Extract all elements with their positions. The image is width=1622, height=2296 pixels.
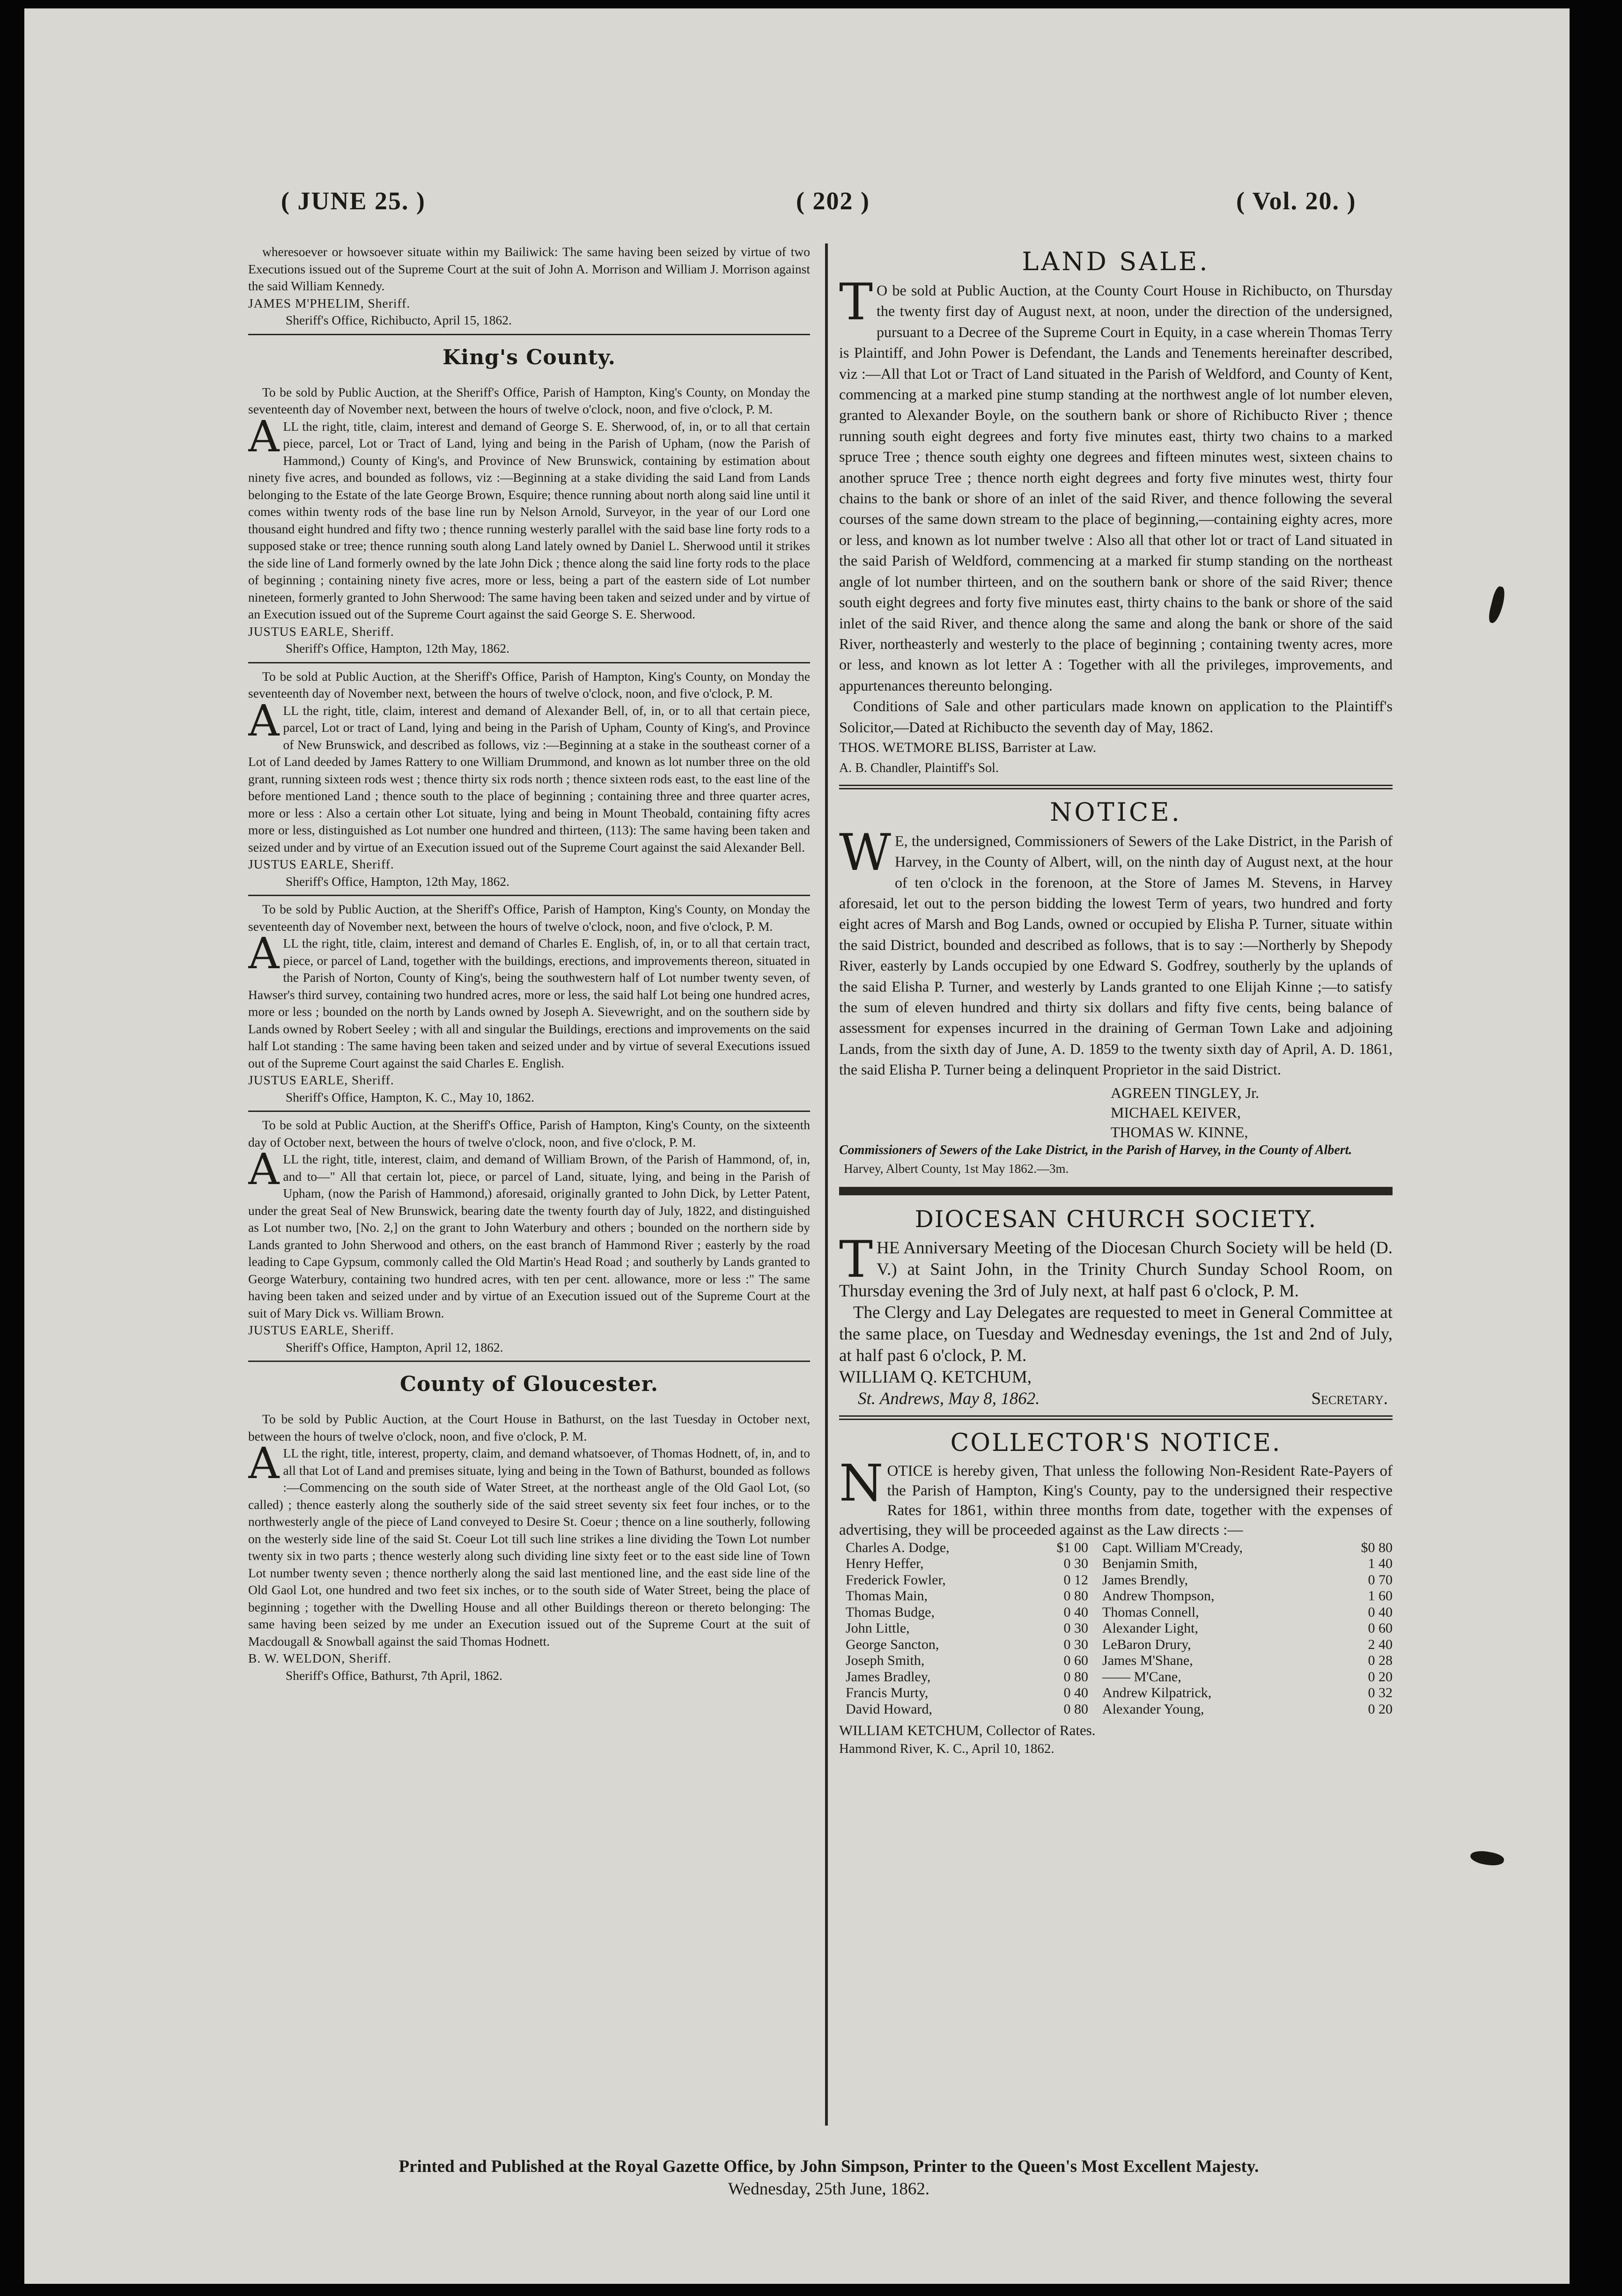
collector-dated: Hammond River, K. C., April 10, 1862. [839, 1741, 1054, 1757]
rate-amount: 1 60 [1368, 1588, 1393, 1604]
notice-office: Sheriff's Office, Hampton, 12th May, 1862. [286, 641, 509, 655]
ratepayer-name: Charles A. Dodge, [846, 1539, 950, 1555]
rate-row [839, 1604, 1393, 1621]
top-notice-office: Sheriff's Office, Richibucto, April 15, 1862. [286, 313, 512, 327]
collector-heading: COLLECTOR'S NOTICE. [950, 1428, 1282, 1457]
signers-block [839, 1083, 1393, 1142]
rate-amount: 0 70 [1368, 1572, 1393, 1588]
rate-row [839, 1685, 1393, 1701]
notice-body: ALL the right, title, interest, property, claim, and demand whatsoever, of Thomas Hodnett, of, in, and to all that Lot of Land and premises situate, lying and being in the Town of Bathurst, bounded as follows :—Commencing on the south side of Water Street, at the northeast angle of the Old Gaol Lot, (so called) ; thence easterly along the southerly side of the said street seventy six feet four inches, or to the northwesterly angle of the piece of Land conveyed to Desire St. Coeur ; thence on a line southerly, following on the westerly side line of the said St. Coeur Lot till such line strikes a line dividing the Town Lot number twenty six in two parts ; thence westerly along such dividing line sixty feet or to the east side line of Town Lot number twenty seven ; thence northerly along the said last mentioned line, and the east side line of the Old Gaol Lot, one hundred and two feet six inches, or to the south side of Water Street, being the place of beginning ; together with the Dwelling House and all other Buildings thereon or thereto belonging: The same having been seized by me under an Execution issued out of the Supreme Court at the suit of Macdougall & Snowball against the said Thomas Hodnett. [248, 1438, 810, 1648]
notice-heading: NOTICE. [1050, 797, 1182, 827]
divider [248, 662, 810, 663]
top-notice-signature: JAMES M'PHELIM, Sheriff. [248, 295, 411, 310]
rate-row [839, 1540, 1393, 1556]
rate-amount: $0 80 [1361, 1539, 1393, 1555]
rate-amount: 0 40 [1368, 1604, 1393, 1620]
rate-amount: 0 80 [1063, 1588, 1089, 1604]
notice-intro: To be sold at Public Auction, at the Sheriff's Office, Parish of Hampton, King's County, on Monday the seventeenth day of November next, between the hours of twelve o'clock, noon, and five o'clock, P. M. [248, 669, 810, 700]
land-sale-heading: LAND SALE. [1022, 247, 1210, 276]
footer-printer-line: Printed and Published at the Royal Gazette Office, by John Simpson, Printer to the Queen's Most Excellent Majesty. [398, 2157, 1259, 2176]
notice-signature: JUSTUS EARLE, Sheriff. [248, 857, 394, 871]
land-sale-body: TO be sold at Public Auction, at the County Court House in Richibucto, on Thursday the twenty first day of August next, at noon, under the direction of the undersigned, pursuant to a Decree of the Supreme Court in Equity, in a case wherein Thomas Terry is Plaintiff, and John Power is Defendant, the Lands and Tenements hereinafter described, viz :—All that Lot or Tract of Land situated in the Parish of Weldford, and County of Kent, commencing at a marked pine stump standing at the northwest angle of lot number eleven, granted to Alexander Boyle, on the southern bank or shore of Richibucto River ; thence running south eight degrees and forty five minutes east, thirty two chains to a marked spruce Tree ; thence south eighty one degrees and fifteen minutes west, sixteen chains to another spruce Tree ; thence north eight degrees and forty five minutes west, thirty four chains to the bank or shore of an inlet of the said River, and thence following the several courses of the same down stream to the place of beginning,—containing eighty acres, more or less, and known as lot number twelve : Also all that other lot or tract of Land situated in the said Parish of Weldford, commencing at a marked fir stump standing on the northeast angle of lot number thirteen, and on the southern bank or shore of the said River; thence south eight degrees and forty five minutes east, thirty chains to the bank or shore of the said inlet of the said River, and thence along the same and along the bank or shore of the said River, northeasterly and westerly to the place of beginning ; containing twenty acres, more or less, and known as lot letter A : Together with all the privileges, improvements, and appurtenances thereunto belonging. [839, 273, 1393, 694]
ratepayer-name: —— M'Cane, [1102, 1669, 1181, 1685]
notice-signature: JUSTUS EARLE, Sheriff. [248, 1323, 394, 1337]
ratepayer-name: Andrew Kilpatrick, [1102, 1685, 1212, 1701]
rate-row [839, 1637, 1393, 1653]
rate-row [839, 1653, 1393, 1669]
land-sale-solicitor: A. B. Chandler, Plaintiff's Sol. [839, 761, 999, 776]
notice-signature: JUSTUS EARLE, Sheriff. [248, 624, 394, 639]
notice-office: Sheriff's Office, Bathurst, 7th April, 1862. [286, 1668, 502, 1683]
rate-amount: 0 30 [1063, 1636, 1089, 1652]
header-volume: ( Vol. 20. ) [1236, 187, 1357, 215]
footer-date-line: Wednesday, 25th June, 1862. [728, 2179, 930, 2199]
notice-office: Sheriff's Office, Hampton, April 12, 1862. [286, 1339, 503, 1354]
ratepayer-name: John Little, [846, 1620, 910, 1636]
notice-body: ALL the right, title, claim, interest and demand of Alexander Bell, of, in, or to all that certain piece, parcel, Lot or tract of Land, lying and being in the Parish of Upham, County of King's, and Province of New Brunswick, and described as follows, viz :—Beginning at a stake in the southeast corner of a Lot of Land deeded by James Rattery to one William Drummond, and known as lot number three on the old grant, running sixteen rods west ; thence thirty six rods north ; thence sixteen rods east, to the east line of the before mentioned Land ; thence south to the place of beginning ; containing three and three quarter acres, more or less : Also a certain other Lot situate, lying and being in Mount Theobald, containing fifty acres more or less, distinguished as Lot number one hundred and thirteen, (113): The same having been taken and seized under and by virtue of an Execution issued out of the Supreme Court against the said Alexander Bell. [248, 695, 810, 854]
rate-row [839, 1588, 1393, 1604]
rate-amount: 0 80 [1063, 1669, 1089, 1685]
rate-row [839, 1701, 1393, 1718]
notice-body: ALL the right, title, claim, interest and demand of Charles E. English, of, in, or to all that certain tract, piece, or parcel of Land, together with the buildings, erections, and improvements thereon, situated in the Parish of Norton, County of King's, being the southwestern half of Lot number twenty seven, of Hawser's third survey, containing two hundred acres, more or less, the said half Lot being one hundred acres, more or less ; bounded on the north by Lands owned by Joseph A. Sievewright, and on the southern side by Lands owned by Robert Seeley ; with all and singular the Buildings, erections and improvements on the said half Lot standing : The same having been taken and seized under and by virtue of several Executions issued out of the Supreme Court against the said Charles E. English. [248, 928, 810, 1070]
divider [839, 1187, 1393, 1195]
ratepayer-name: Benjamin Smith, [1102, 1556, 1198, 1572]
notice-dated: Harvey, Albert County, 1st May 1862.—3m. [844, 1161, 1069, 1176]
divider [248, 895, 810, 896]
notice-intro: To be sold by Public Auction, at the Sheriff's Office, Parish of Hampton, King's County, on Monday the seventeenth day of November next, between the hours of twelve o'clock, noon, and five o'clock, P. M. [248, 902, 810, 934]
diocesan-body: THE Anniversary Meeting of the Diocesan Church Society will be held (D. V.) at Saint John, in the Trinity Church Sunday School Room, on Thursday evening the 3rd of July next, at half past 6 o'clock, P. M. [839, 1230, 1393, 1301]
ratepayer-name: Frederick Fowler, [846, 1572, 946, 1588]
notice-intro: To be sold at Public Auction, at the Sheriff's Office, Parish of Hampton, King's County, on the sixteenth day of October next, between the hours of twelve o'clock, noon, and five o'clock, P. M. [248, 1118, 810, 1149]
divider [839, 785, 1393, 789]
rate-row [839, 1556, 1393, 1572]
divider [839, 1415, 1393, 1420]
ratepayer-name: Andrew Thompson, [1102, 1588, 1215, 1604]
rate-amount: 0 80 [1063, 1701, 1089, 1717]
rate-row [839, 1620, 1393, 1637]
rate-amount: 0 30 [1063, 1620, 1089, 1636]
rate-row [839, 1669, 1393, 1685]
notice-body: ALL the right, title, interest, claim, and demand of William Brown, of the Parish of Hammond, of, in, and to—" All that certain lot, piece, or parcel of Land, situate, lying, and being in the Parish of Upham, (now the Parish of Hammond,) aforesaid, originally granted to John Dick, by Letter Patent, under the great Seal of New Brunswick, bearing date the twenty fourth day of July, 1822, and distinguished as Lot number two, [No. 2,] on the grant to John Waterbury and others ; bounded on the northern side by Lands granted to John Sherwood and others, on the east branch of Hammond River ; easterly by the road leading to Cape Gypsum, commonly called the Old Martin's Head Road ; and southerly by Lands granted to George Waterbury, containing two hundred acres, with ten per cent. allowance, more or less :" The same having been taken and seized under and by virtue of an Execution issued out of the Supreme Court at the suit of Mary Dick vs. William Brown. [248, 1144, 810, 1320]
land-sale-conditions: Conditions of Sale and other particulars made known on application to the Plaintiff's Solicitor,—Dated at Richibucto the seventh day of May, 1862. [839, 698, 1393, 736]
rate-amount: $1 00 [1056, 1539, 1089, 1555]
ratepayer-name: Thomas Main, [846, 1588, 928, 1604]
diocesan-sign-line [839, 1388, 1393, 1410]
notice-intro: To be sold by Public Auction, at the Sheriff's Office, Parish of Hampton, King's County, on Monday the seventeenth day of November next, between the hours of twelve o'clock, noon, and five o'clock, P. M. [248, 384, 810, 416]
signer-name: AGREEN TINGLEY, Jr. [1111, 1084, 1260, 1101]
divider [248, 1361, 810, 1362]
ratepayer-name: LeBaron Drury, [1102, 1636, 1191, 1652]
collector-body: NOTICE is hereby given, That unless the following Non-Resident Rate-Payers of the Parish of Hampton, King's County, pay to the undersigned their respective Rates for 1861, within three months from date, together with the expenses of advertising, they will be proceeded against as the Law directs :— [839, 1454, 1393, 1538]
rate-amount: 0 12 [1063, 1572, 1089, 1588]
header-page-number: ( 202 ) [796, 187, 870, 215]
footer [262, 2156, 1395, 2200]
rate-amount: 0 40 [1063, 1685, 1089, 1701]
land-sale-signature: THOS. WETMORE BLISS, Barrister at Law. [839, 739, 1097, 755]
signer-name: MICHAEL KEIVER, [1111, 1104, 1241, 1121]
rate-amount: 0 40 [1063, 1604, 1089, 1620]
ratepayer-name: Alexander Light, [1102, 1620, 1198, 1636]
notice-signature: JUSTUS EARLE, Sheriff. [248, 1073, 394, 1087]
ratepayer-name: Joseph Smith, [846, 1653, 925, 1669]
rates-table [839, 1540, 1393, 1718]
left-column [248, 243, 810, 2116]
header-date: ( JUNE 25. ) [281, 187, 426, 215]
ratepayer-name: Thomas Connell, [1102, 1604, 1199, 1620]
ratepayer-name: James M'Shane, [1102, 1653, 1193, 1669]
ratepayer-name: David Howard, [846, 1701, 932, 1717]
notice-office: Sheriff's Office, Hampton, K. C., May 10, 1862. [286, 1089, 534, 1104]
rate-amount: 0 60 [1063, 1653, 1089, 1669]
notice-signature: B. W. WELDON, Sheriff. [248, 1651, 391, 1665]
ratepayer-name: Francis Murty, [846, 1685, 929, 1701]
top-notice-text: wheresoever or howsoever situate within my Bailiwick: The same having been seized by virtue of two Executions issued out of the Supreme Court at the suit of John A. Morrison and William J. Morrison against the said William Kennedy. [248, 244, 810, 293]
diocesan-signer: WILLIAM Q. KETCHUM, [839, 1367, 1032, 1387]
ratepayer-name: James Bradley, [846, 1669, 931, 1685]
ratepayer-name: Alexander Young, [1102, 1701, 1204, 1717]
ratepayer-name: Thomas Budge, [846, 1604, 935, 1620]
rate-amount: 0 30 [1063, 1556, 1089, 1572]
diocesan-body-2: The Clergy and Lay Delegates are requested to meet in General Committee at the same place, on Tuesday and Wednesday evenings, the 1st and 2nd of July, at half past 6 o'clock, P. M. [839, 1303, 1393, 1365]
diocesan-place-date: St. Andrews, May 8, 1862. [858, 1389, 1040, 1408]
ratepayer-name: James Brendly, [1102, 1572, 1188, 1588]
diocesan-secretary: Secretary. [1311, 1389, 1388, 1408]
notice-sewers-body: WE, the undersigned, Commissioners of Sewers of the Lake District, in the Parish of Harvey, in the County of Albert, will, on the ninth day of August next, at the hour of ten o'clock in the forenoon, at the Store of James M. Stevens, in Harvey aforesaid, let out to the person bidding the lowest Term of years, two hundred and forty eight acres of Marsh and Bog Lands, owned or occupied by Elisha P. Turner, situate within the said District, bounded and described as follows, that is to say :—Northerly by Shepody River, easterly by Lands occupied by one Edward S. Godfrey, southerly by the uplands of the said Elisha P. Turner, and westerly by Lands granted to one Elijah Kinne ;—to satisfy the sum of eleven hundred and thirty six dollars and fifty five cents, being balance of assessment for expenses incurred in the draining of German Town Lake and adjoining Lands, from the sixth day of June, A. D. 1859 to the twenty sixth day of April, A. D. 1861, the said Elisha P. Turner being a delinquent Proprietor in the said District. [839, 823, 1393, 1078]
diocesan-heading: DIOCESAN CHURCH SOCIETY. [914, 1205, 1317, 1233]
signer-name: THOMAS W. KINNE, [1111, 1123, 1248, 1141]
divider [248, 1111, 810, 1112]
rate-row [839, 1572, 1393, 1589]
right-column [839, 243, 1393, 2135]
rate-amount: 0 32 [1368, 1685, 1393, 1701]
divider [248, 334, 810, 335]
rate-amount: 0 20 [1368, 1701, 1393, 1717]
ratepayer-name: Henry Heffer, [846, 1556, 924, 1572]
notice-body: ALL the right, title, claim, interest and demand of George S. E. Sherwood, of, in, or to all that certain piece, parcel, Lot or Tract of Land, lying and being in the Parish of Upham, (now the Parish of Hammond,) County of King's, and Province of New Brunswick, containing by estimation about ninety five acres, and bounded as follows, viz :—Beginning at a stake dividing the said Land from Lands belonging to the Estate of the late George Brown, Esquire; thence running about north along said line until it comes within twenty rods of the base line run by Nelson Arnold, Surveyor, in the year of our Lord one thousand eight hundred and fifty two ; thence running westerly parallel with the said base line forty rods to a supposed stake or tree; thence running south along Land lately owned by Daniel L. Sherwood until it strikes the side line of Land formerly owned by the late John Dick ; thence along the said line forty rods to the place of beginning ; containing ninety five acres, more or less, being a part of the eastern side of Lot number nineteen, formerly granted to John Sherwood: The same having been taken and seized under and by virtue of an Execution issued out of the Supreme Court against the said George S. E. Sherwood. [248, 411, 810, 621]
rate-amount: 0 20 [1368, 1669, 1393, 1685]
notice-office: Sheriff's Office, Hampton, 12th May, 1862. [286, 874, 509, 889]
rate-amount: 1 40 [1368, 1556, 1393, 1572]
rate-amount: 0 60 [1368, 1620, 1393, 1636]
rate-amount: 0 28 [1368, 1653, 1393, 1669]
commissioners-title: Commissioners of Sewers of the Lake District, in the Parish of Harvey, in the County of Albert. [839, 1142, 1352, 1157]
ratepayer-name: Capt. William M'Cready, [1102, 1539, 1243, 1555]
notice-intro: To be sold by Public Auction, at the Court House in Bathurst, on the last Tuesday in October next, between the hours of twelve o'clock, noon, and five o'clock, P. M. [248, 1412, 810, 1443]
gloucester-county-heading: County of Gloucester. [399, 1372, 659, 1396]
ratepayer-name: George Sancton, [846, 1636, 939, 1652]
column-divider [825, 243, 828, 2126]
kings-county-heading: King's County. [442, 345, 616, 369]
rate-amount: 2 40 [1368, 1636, 1393, 1652]
collector-signature: WILLIAM KETCHUM, Collector of Rates. [839, 1722, 1096, 1739]
